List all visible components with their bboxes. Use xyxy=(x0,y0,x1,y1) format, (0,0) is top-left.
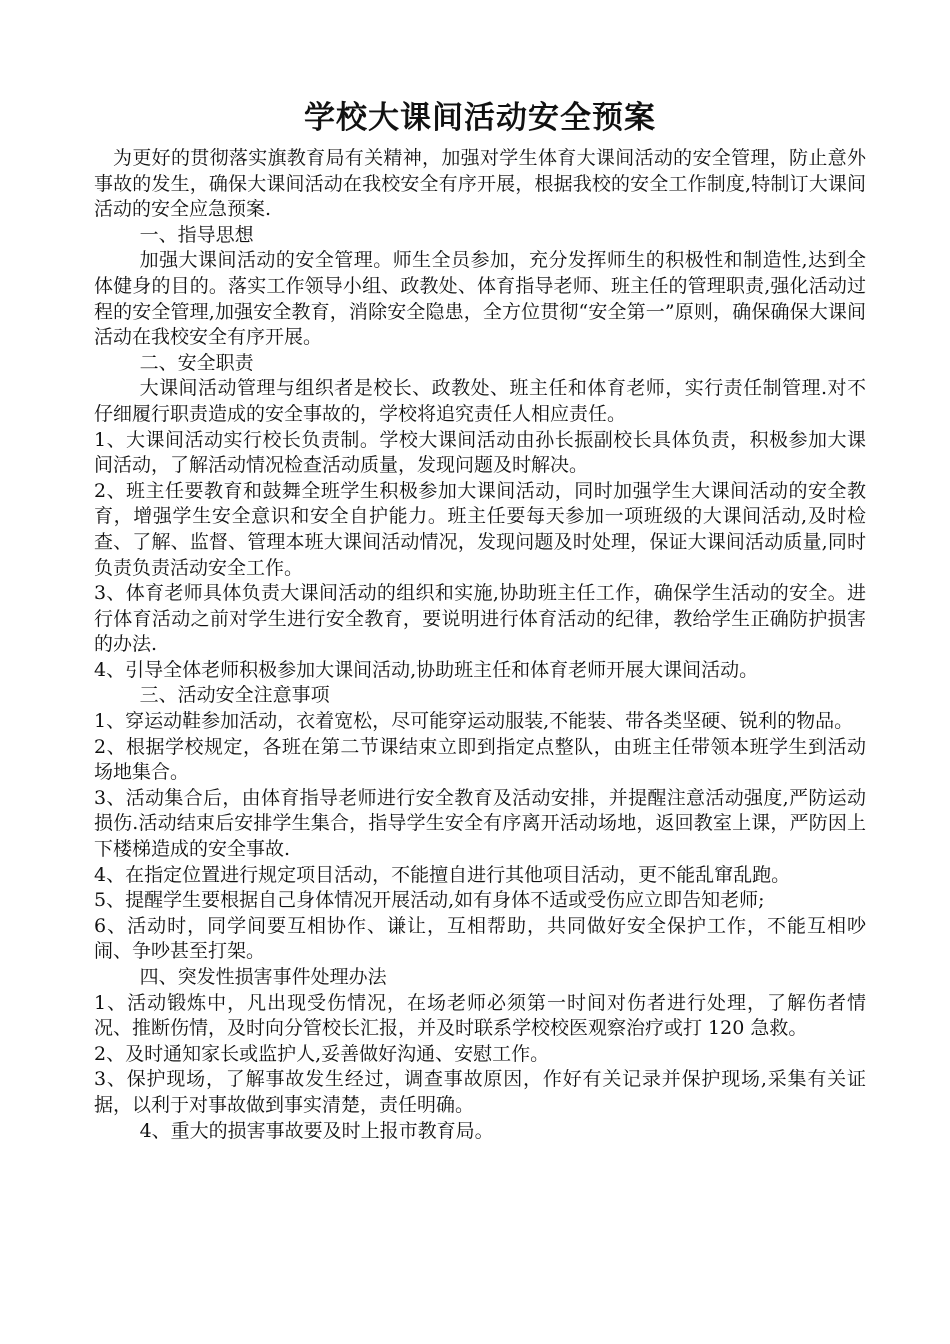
section-paragraph: 4、在指定位置进行规定项目活动，不能擅自进行其他项目活动，更不能乱窜乱跑。 xyxy=(94,863,791,886)
section-paragraph: 3、活动集合后，由体育指导老师进行安全教育及活动安排，并提醒注意活动强度,严防运动损伤.活动结束后安排学生集合，指导学生安全有序离开活动场地，返回教室上课，严防因上下楼梯造成的安全事故. xyxy=(94,786,866,861)
intro-paragraph: 为更好的贯彻落实旗教育局有关精神，加强对学生体育大课间活动的安全管理，防止意外事故的发生，确保大课间活动在我校安全有序开展，根据我校的安全工作制度,特制订大课间活动的安全应急预案. xyxy=(94,147,866,221)
section-paragraph: 4、引导全体老师积极参加大课间活动,协助班主任和体育老师开展大课间活动。 xyxy=(94,658,759,681)
document-page xyxy=(94,96,866,1144)
section-paragraph: 1、穿运动鞋参加活动，衣着宽松，尽可能穿运动服装,不能装、带各类坚硬、锐利的物品。 xyxy=(94,710,854,733)
document-sections xyxy=(94,223,866,1144)
section-paragraph: 1、活动锻炼中，凡出现受伤情况，在场老师必须第一时间对伤者进行处理，了解伤者情况、推断伤情，及时向分管校长汇报，并及时联系学校校医观察治疗或打 120 急救。 xyxy=(94,991,866,1040)
section-paragraph: 3、体育老师具体负责大课间活动的组织和实施,协助班主任工作，确保学生活动的安全。进行体育活动之前对学生进行安全教育，要说明进行体育活动的纪律，教给学生正确防护损害的办法. xyxy=(94,582,866,656)
section-paragraph: 2、班主任要教育和鼓舞全班学生积极参加大课间活动，同时加强学生大课间活动的安全教育，增强学生安全意识和安全自护能力。班主任要每天参加一项班级的大课间活动,及时检查、了解、监督、管理本班大课间活动情况，发现问题及时处理，保证大课间活动质量,同时负责负责活动安全工作。 xyxy=(94,479,866,579)
document-title: 学校大课间活动安全预案 xyxy=(304,100,656,136)
section-heading: 一、指导思想 xyxy=(139,223,254,246)
section-heading: 三、活动安全注意事项 xyxy=(139,684,330,707)
section-paragraph: 5、提醒学生要根据自己身体情况开展活动,如有身体不适或受伤应立即告知老师; xyxy=(94,889,765,912)
section-heading: 二、安全职责 xyxy=(139,351,254,374)
section-paragraph: 6、活动时，同学间要互相协作、谦让，互相帮助，共同做好安全保护工作，不能互相吵闹、争吵甚至打架。 xyxy=(94,914,866,963)
section-paragraph: 加强大课间活动的安全管理。师生全员参加，充分发挥师生的积极性和制造性,达到全体健身的目的。落实工作领导小组、政教处、体育指导老师、班主任的管理职责,强化活动过程的安全管理,加强安全教育，消除安全隐患，全方位贯彻“安全第一”原则，确保确保大课间活动在我校安全有序开展。 xyxy=(94,249,866,349)
section-paragraph: 2、根据学校规定，各班在第二节课结束立即到指定点整队，由班主任带领本班学生到活动场地集合。 xyxy=(94,735,866,784)
section-heading: 四、突发性损害事件处理办法 xyxy=(139,966,387,988)
section-paragraph: 4、重大的损害事故要及时上报市教育局。 xyxy=(139,1119,494,1142)
section-paragraph: 2、及时通知家长或监护人,妥善做好沟通、安慰工作。 xyxy=(94,1042,550,1065)
section-paragraph: 大课间活动管理与组织者是校长、政教处、班主任和体育老师，实行责任制管理.对不仔细履行职责造成的安全事故的，学校将追究责任人相应责任。 xyxy=(94,377,866,425)
section-paragraph: 3、保护现场，了解事故发生经过，调查事故原因，作好有关记录并保护现场,采集有关证据，以利于对事故做到事实清楚，责任明确。 xyxy=(94,1068,866,1116)
section-paragraph: 1、大课间活动实行校长负责制。学校大课间活动由孙长振副校长具体负责，积极参加大课间活动，了解活动情况检查活动质量，发现问题及时解决。 xyxy=(94,428,866,477)
